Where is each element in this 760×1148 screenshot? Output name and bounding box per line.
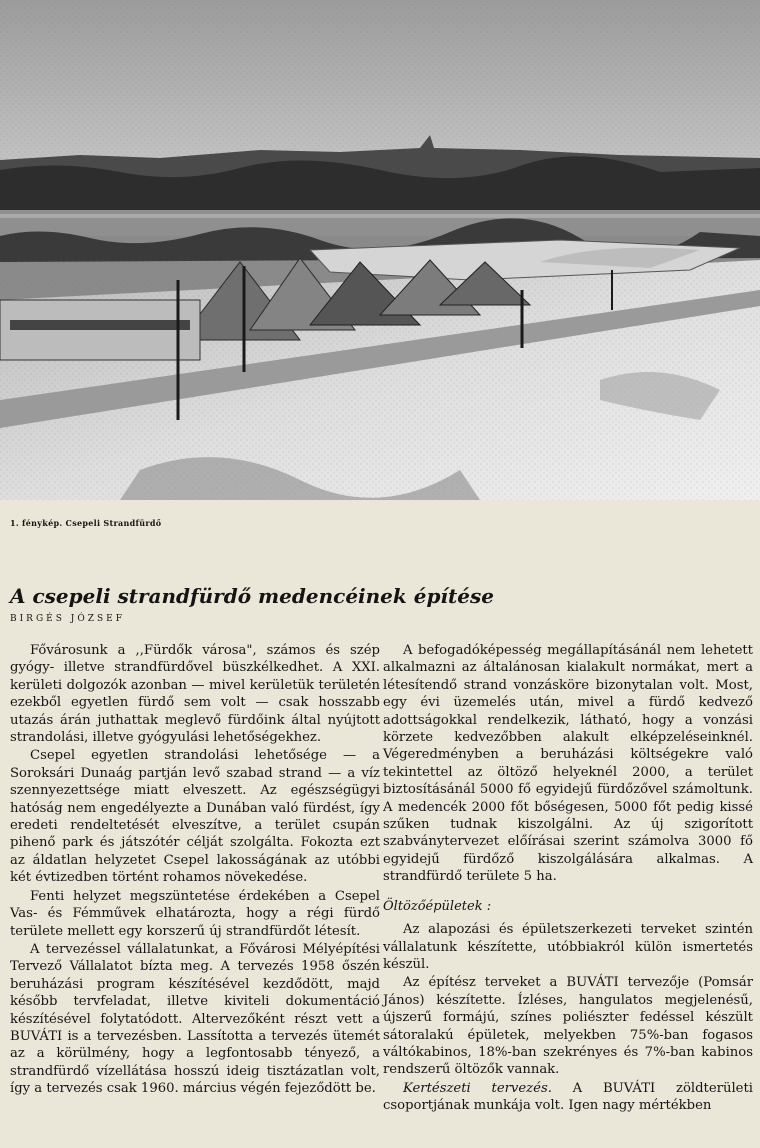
paragraph: A tervezéssel vállalatunkat, a Fővárosi Mélyépítési Tervező Vállalatot bízta meg. A tervezés 1958 őszén beruházási program készítésével kezdődött, majd később tervfeladat, illetve kiviteli dokumentáció készítésével folytatódott. Altervezőként részt vett a BUVÁTI is a tervezésben. Lassította a tervezés ütemét az a körülmény, hogy a legfontosabb tényező, a strandfürdő vízellátása hosszú ideig tisztázatlan volt, így a tervezés csak 1960. március végén fejeződött be. bbox=[10, 941, 380, 1097]
article-author: BIRGÉS JÓZSEF bbox=[10, 614, 125, 624]
paragraph: Csepel egyetlen strandolási lehetősége — a Soroksári Dunaág partján levő szabad strand — a víz szennyezettsége miatt elveszett. Az egészségügyi hatóság nem engedélyezte a Dunában való fürdést, így eredeti rendeltetését elveszítve, a terület csupán pihenő park és játszótér célját szolgálta. Fokozta ezt az áldatlan helyzetet Csepel lakosságának az utóbbi két évtizedben történt rohamos növekedése. bbox=[10, 748, 380, 886]
paragraph: A befogadóképesség megállapításánál nem lehetett alkalmazni az általánosan kialakult normákat, mert a létesítendő strand vonzásköre bizonytalan volt. Most, egy évi üzemelés után, mivel a fürdő kedvező adottságokkal rendelkezik, látható, hogy a vonzási körzete kedvezőbben alakult elképzeléseinknél. Végeredményben a beruházási költségekre való tekintettel az öltöző helyeknél 2000, a terület biztosításánál 5000 fő egyidejű fürdőzővel számoltunk. A medencék 2000 főt bőségesen, 5000 főt pedig kissé szűken tudnak kiszolgálni. Az új szigorított szabványtervezet előírásai szerint számolva 3000 fő egyidejű fürdőző kiszolgálására alkalmas. A strandfürdő területe 5 ha. bbox=[383, 643, 753, 885]
paragraph: Fővárosunk a ,,Fürdők városa", számos és szép gyógy- illetve strandfürdővel büszkélkedhet. A XXI. kerületi dolgozók azonban — mivel kerületük területén ezekből egyetlen fürdő sem volt — csak hosszabb utazás árán juthattak meglevő fürdőink által nyújtott strandolási, illetve gyógyulási lehetőségekhez. bbox=[10, 643, 380, 746]
section-heading: Öltözőépületek : bbox=[383, 898, 492, 914]
paragraph: Fenti helyzet megszüntetése érdekében a Csepel Vas- és Fémművek elhatározta, hogy a régi fürdő területe mellett egy korszerű új strandfürdőt létesít. bbox=[10, 888, 380, 939]
paragraph: Az alapozási és épületszerkezeti terveket szintén vállalatunk készítette, utóbbiakról külön ismertetés készül. bbox=[383, 922, 753, 972]
paragraph bbox=[383, 1080, 753, 1115]
strand-photograph bbox=[0, 0, 760, 500]
paragraph: Az építész terveket a BUVÁTI tervezője (Pomsár János) készítette. Ízléses, hangulatos megjelenésű, újszerű formájú, színes poliészter fedéssel készült sátoralakú épületek, melyekben 75%-ban fogasos váltókabinos, 18%-ban szekrényes és 7%-ban kabinos rendszerű öltözők vannak. bbox=[383, 975, 753, 1078]
paragraph-text: A BUVÁTI zöldterületi csoportjának munkája volt. Igen nagy mértékben bbox=[383, 1080, 753, 1114]
article-title: A csepeli strandfürdő medencéinek építése bbox=[10, 584, 494, 608]
photo-caption: 1. fénykép. Csepeli Strandfürdő bbox=[10, 518, 162, 528]
run-in-heading: Kertészeti tervezés. bbox=[403, 1080, 552, 1096]
left-column bbox=[10, 642, 380, 1098]
right-column bbox=[383, 642, 753, 1115]
